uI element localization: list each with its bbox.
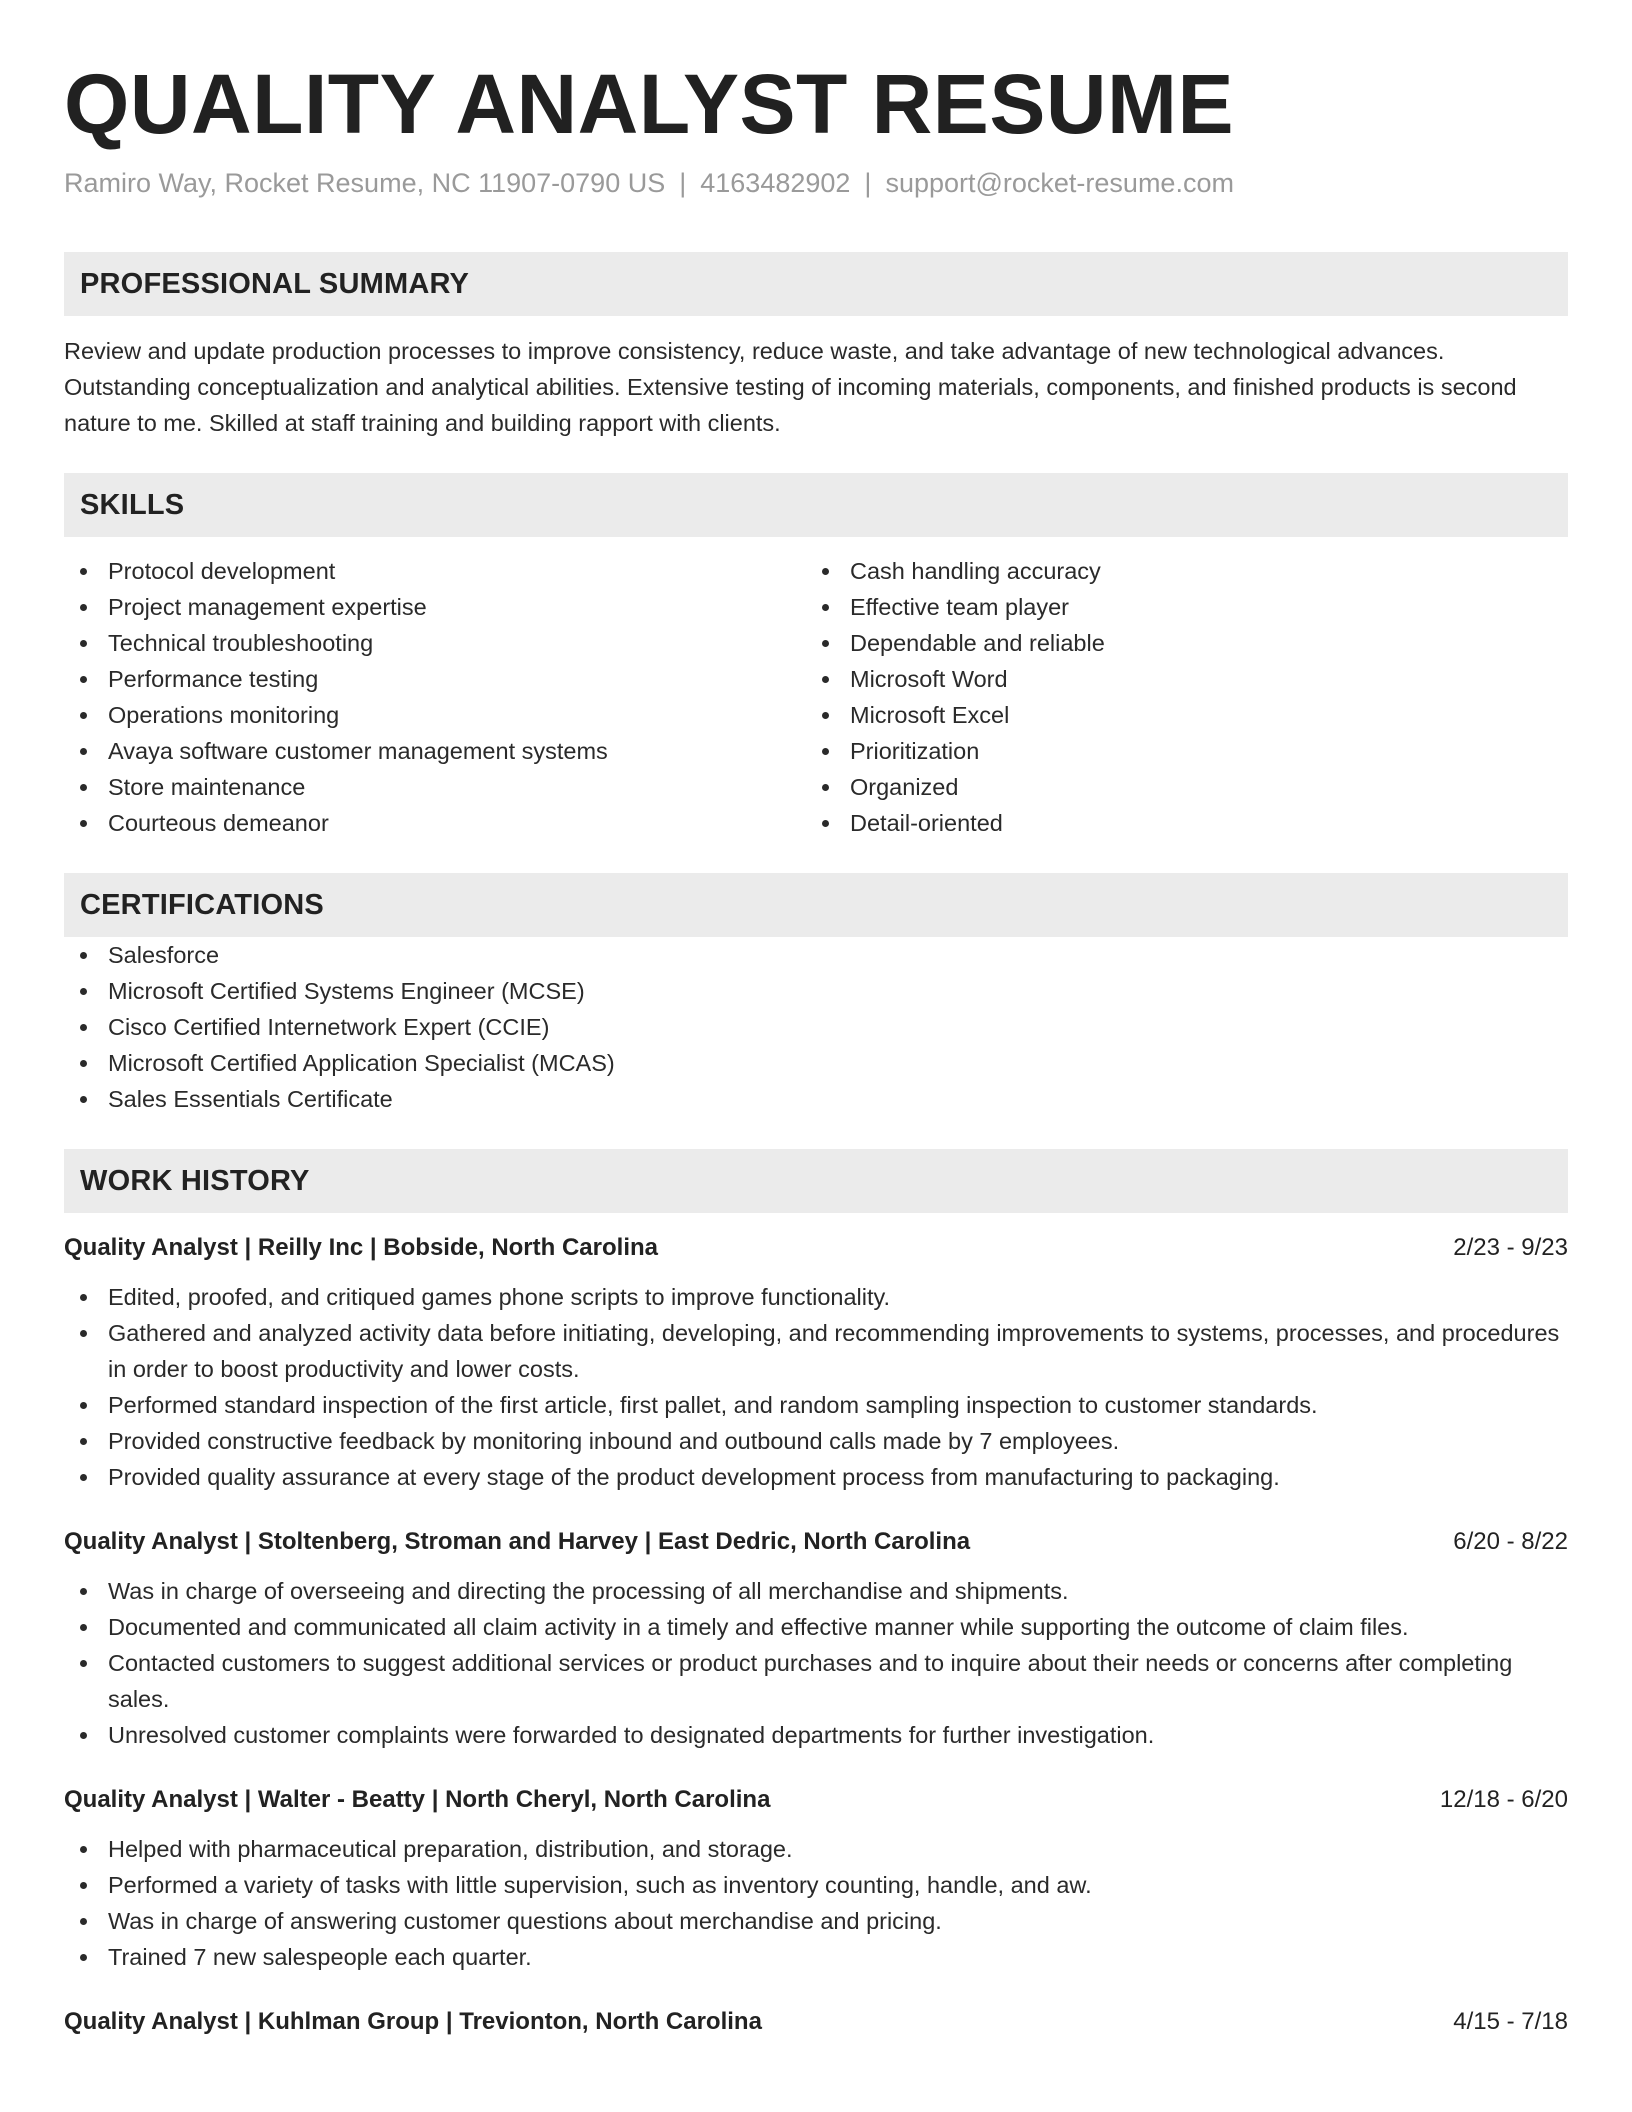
list-item: Performance testing <box>64 661 806 697</box>
list-item: Operations monitoring <box>64 697 806 733</box>
list-item: Unresolved customer complaints were forwarded to designated departments for further investigation. <box>64 1717 1568 1753</box>
list-item: Performed a variety of tasks with little supervision, such as inventory counting, handle, and aw. <box>64 1867 1568 1903</box>
list-item: Microsoft Excel <box>806 697 1548 733</box>
list-item: Courteous demeanor <box>64 805 806 841</box>
job-entry <box>64 1231 1568 1495</box>
list-item: Gathered and analyzed activity data before initiating, developing, and recommending improvements to systems, processes, and procedures in order to boost productivity and lower costs. <box>64 1315 1568 1387</box>
list-item: Detail-oriented <box>806 805 1548 841</box>
job-entry <box>64 2005 1568 2039</box>
job-title: Quality Analyst | Kuhlman Group | Trevionton, North Carolina <box>64 2008 762 2035</box>
list-item: Was in charge of overseeing and directing the processing of all merchandise and shipments. <box>64 1573 1568 1609</box>
skills-heading: SKILLS <box>64 473 1568 537</box>
resume-title: QUALITY ANALYST RESUME <box>64 57 1235 151</box>
work-history-heading: WORK HISTORY <box>64 1149 1568 1213</box>
skills-list-left <box>64 553 806 841</box>
list-item: Cisco Certified Internetwork Expert (CCIE) <box>64 1009 1568 1045</box>
job-dates: 4/15 - 7/18 <box>1453 2008 1568 2035</box>
job-header <box>64 1231 1568 1265</box>
job-bullets <box>64 1279 1568 1495</box>
list-item: Store maintenance <box>64 769 806 805</box>
contact-separator: | <box>679 168 687 198</box>
job-dates: 12/18 - 6/20 <box>1439 1786 1568 1813</box>
job-header <box>64 2005 1568 2039</box>
job-header <box>64 1783 1568 1817</box>
list-item: Technical troubleshooting <box>64 625 806 661</box>
list-item: Microsoft Word <box>806 661 1548 697</box>
contact-line <box>64 164 1568 202</box>
list-item: Contacted customers to suggest additional services or product purchases and to inquire about their needs or concerns after completing sales. <box>64 1645 1568 1717</box>
list-item: Sales Essentials Certificate <box>64 1081 1568 1117</box>
job-header <box>64 1525 1568 1559</box>
list-item: Provided quality assurance at every stage of the product development process from manufacturing to packaging. <box>64 1459 1568 1495</box>
contact-phone: 4163482902 <box>700 168 851 198</box>
certifications-list <box>64 937 1568 1117</box>
list-item: Effective team player <box>806 589 1548 625</box>
job-title: Quality Analyst | Stoltenberg, Stroman and Harvey | East Dedric, North Carolina <box>64 1528 971 1555</box>
certifications-heading: CERTIFICATIONS <box>64 873 1568 937</box>
list-item: Documented and communicated all claim activity in a timely and effective manner while supporting the outcome of claim files. <box>64 1609 1568 1645</box>
contact-separator: | <box>864 168 872 198</box>
list-item: Helped with pharmaceutical preparation, distribution, and storage. <box>64 1831 1568 1867</box>
list-item: Protocol development <box>64 553 806 589</box>
list-item: Avaya software customer management systems <box>64 733 806 769</box>
list-item: Organized <box>806 769 1548 805</box>
summary-text: Review and update production processes to improve consistency, reduce waste, and take advantage of new technological advances. Outstanding conceptualization and analytical abilities. Extensive testing of incoming materials, components, and finished products is second nature to me. Skilled at staff training and building rapport with clients. <box>64 338 1517 436</box>
list-item: Dependable and reliable <box>806 625 1548 661</box>
list-item: Salesforce <box>64 937 1568 973</box>
list-item: Microsoft Certified Application Specialist (MCAS) <box>64 1045 1568 1081</box>
contact-email[interactable]: support@rocket-resume.com <box>885 168 1234 198</box>
job-bullets <box>64 1573 1568 1753</box>
list-item: Provided constructive feedback by monitoring inbound and outbound calls made by 7 employees. <box>64 1423 1568 1459</box>
list-item: Performed standard inspection of the first article, first pallet, and random sampling inspection to customer standards. <box>64 1387 1568 1423</box>
job-dates: 6/20 - 8/22 <box>1453 1528 1568 1555</box>
list-item: Cash handling accuracy <box>806 553 1548 589</box>
summary-heading: PROFESSIONAL SUMMARY <box>64 252 1568 316</box>
list-item: Edited, proofed, and critiqued games phone scripts to improve functionality. <box>64 1279 1568 1315</box>
skills-list-right <box>806 553 1548 841</box>
list-item: Trained 7 new salespeople each quarter. <box>64 1939 1568 1975</box>
contact-address: Ramiro Way, Rocket Resume, NC 11907-0790 US <box>64 168 666 198</box>
job-title: Quality Analyst | Walter - Beatty | North Cheryl, North Carolina <box>64 1786 771 1813</box>
job-entry <box>64 1525 1568 1753</box>
job-title: Quality Analyst | Reilly Inc | Bobside, North Carolina <box>64 1234 658 1261</box>
job-bullets <box>64 1831 1568 1975</box>
list-item: Prioritization <box>806 733 1548 769</box>
job-entry <box>64 1783 1568 1975</box>
job-dates: 2/23 - 9/23 <box>1453 1234 1568 1261</box>
list-item: Was in charge of answering customer questions about merchandise and pricing. <box>64 1903 1568 1939</box>
list-item: Project management expertise <box>64 589 806 625</box>
skills-grid <box>64 553 1568 841</box>
list-item: Microsoft Certified Systems Engineer (MCSE) <box>64 973 1568 1009</box>
